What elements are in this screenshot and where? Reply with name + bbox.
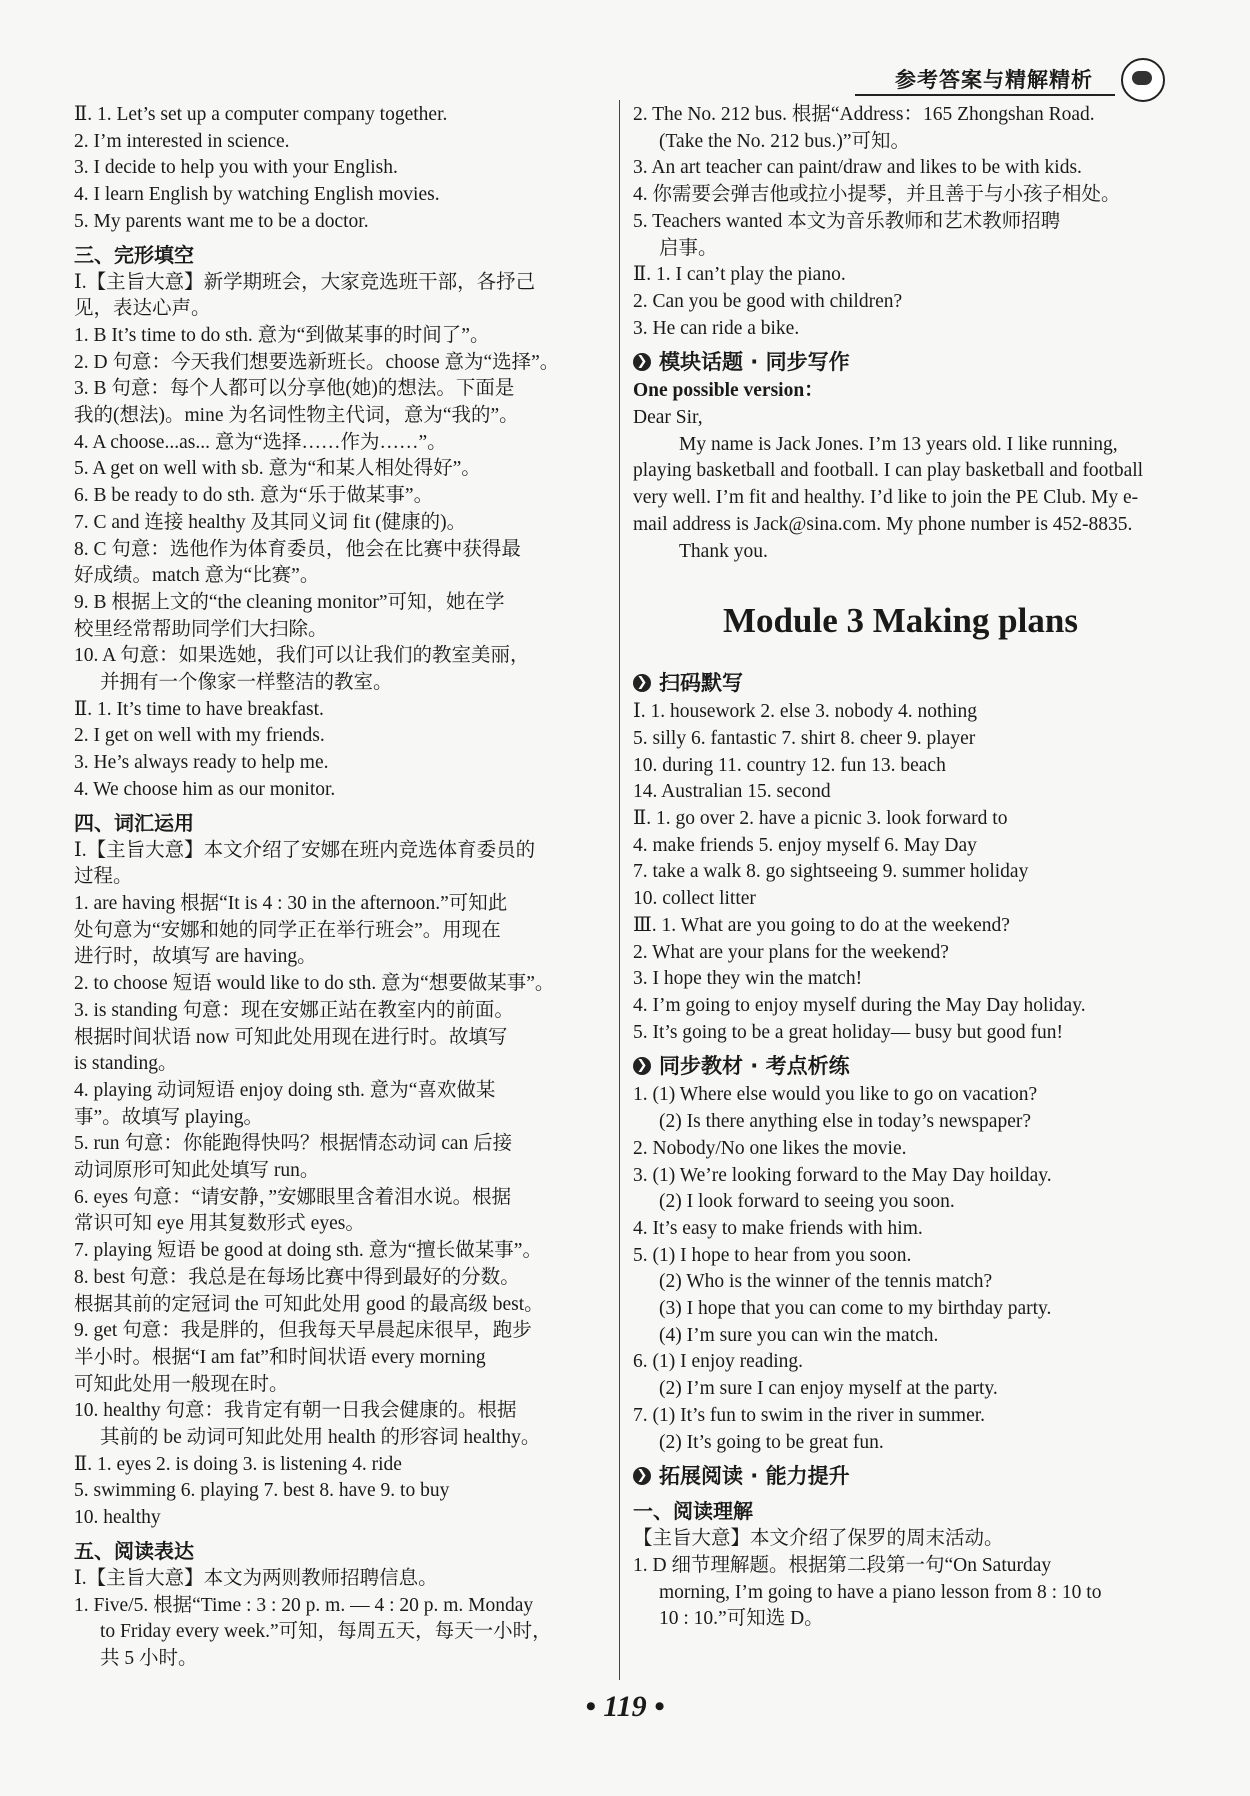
answer-line: 8. best 句意：我总是在每场比赛中得到最好的分数。 [74, 1266, 520, 1288]
section-heading [633, 1050, 1168, 1082]
answer-line: 根据时间状语 now 可知此处用现在进行时。故填写 [74, 1026, 508, 1048]
answer-line: 处句意为“安娜和她的同学正在举行班会”。用现在 [74, 919, 501, 941]
answer-line: 5. silly 6. fantastic 7. shirt 8. cheer 9. player [633, 727, 976, 749]
answer-line: 动词原形可知此处填写 run。 [74, 1160, 320, 1182]
column-divider [619, 100, 620, 1680]
answer-line: 7. playing 短语 be good at doing sth. 意为“擅长做某事”。 [74, 1240, 542, 1262]
answer-line: 校里经常帮助同学们大扫除。 [74, 618, 328, 640]
answer-line: (2) It’s going to be great fun. [659, 1431, 884, 1453]
answer-line: 5. My parents want me to be a doctor. [74, 210, 369, 232]
answer-line: (2) I look forward to seeing you soon. [659, 1191, 955, 1213]
answer-line: 4. It’s easy to make friends with him. [633, 1217, 923, 1239]
answer-line: 3. An art teacher can paint/draw and likes to be with kids. [633, 157, 1082, 179]
answer-line: 6. (1) I enjoy reading. [633, 1351, 804, 1373]
answer-line: 4. make friends 5. enjoy myself 6. May Day [633, 834, 977, 856]
answer-line: 4. 你需要会弹吉他或拉小提琴，并且善于与小孩子相处。 [633, 184, 1121, 206]
answer-line: to Friday every week.”可知，每周五天，每天一小时， [100, 1621, 552, 1643]
module-title: Module 3 Making plans [723, 601, 1078, 641]
answer-line: 3. I decide to help you with your English. [74, 157, 398, 179]
answer-line: 7. C and 连接 healthy 及其同义词 fit (健康的)。 [74, 511, 467, 533]
answer-line: 1. D 细节理解题。根据第二段第一句“On Saturday [633, 1554, 1052, 1576]
left-column [74, 102, 604, 1673]
answer-line: 事”。故填写 playing。 [74, 1106, 264, 1128]
page-header [855, 58, 1165, 102]
answer-line: 半小时。根据“I am fat”和时间状语 every morning [74, 1346, 486, 1368]
answer-line: 2. Nobody/No one likes the movie. [633, 1137, 907, 1159]
section-heading [633, 346, 1168, 378]
answer-line: 1. B It’s time to do sth. 意为“到做某事的时间了”。 [74, 324, 490, 346]
answer-line: 1. Five/5. 根据“Time : 3 : 20 p. m. — 4 : 20 p. m. Monday [74, 1594, 534, 1616]
answer-line: Ⅰ. 1. housework 2. else 3. nobody 4. nothing [633, 701, 978, 723]
answer-line: 并拥有一个像家一样整洁的教室。 [100, 672, 393, 694]
answer-line: 14. Australian 15. second [633, 781, 831, 803]
arrow-circle-icon: ❯ [633, 1057, 651, 1075]
answer-line: 3. is standing 句意：现在安娜正站在教室内的前面。 [74, 999, 514, 1021]
answer-line: Ⅰ.【主旨大意】本文为两则教师招聘信息。 [74, 1567, 438, 1589]
answer-line: 10. A 句意：如果选她，我们可以让我们的教室美丽， [74, 645, 530, 667]
answer-line: 8. C 句意：选他作为体育委员，他会在比赛中获得最 [74, 538, 521, 560]
answer-line: Ⅱ. 1. go over 2. have a picnic 3. look forward to [633, 808, 1008, 830]
answer-line: 3. I hope they win the match! [633, 968, 863, 990]
answer-line: 5. Teachers wanted 本文为音乐教师和艺术教师招聘 [633, 210, 1061, 232]
answer-line: 10. healthy [74, 1507, 161, 1529]
answer-line: 9. B 根据上文的“the cleaning monitor”可知，她在学 [74, 591, 505, 613]
answer-line: 1. (1) Where else would you like to go on vacation? [633, 1084, 1038, 1106]
section-heading: 四、词汇运用 [74, 810, 194, 835]
answer-line: 4. I learn English by watching English movies. [74, 184, 440, 206]
answer-line: 3. (1) We’re looking forward to the May Day hoilday. [633, 1164, 1052, 1186]
answer-line: 见，表达心声。 [74, 298, 211, 320]
answer-line: Dear Sir, [633, 407, 703, 429]
section-heading [633, 1460, 1168, 1492]
arrow-circle-icon: ❯ [633, 353, 651, 371]
section-heading: 五、阅读表达 [74, 1538, 194, 1563]
answer-line: 2. The No. 212 bus. 根据“Address：165 Zhongshan Road. [633, 104, 1095, 125]
answer-line: 3. B 句意：每个人都可以分享他(她)的想法。下面是 [74, 378, 515, 400]
answer-line: 5. (1) I hope to hear from you soon. [633, 1244, 912, 1266]
right-column [633, 102, 1168, 1633]
answer-line: 5. swimming 6. playing 7. best 8. have 9. to buy [74, 1480, 450, 1502]
answer-line: Ⅰ.【主旨大意】本文介绍了安娜在班内竞选体育委员的 [74, 839, 536, 861]
section-heading-text: 同步教材 · 考点析练 [659, 1054, 850, 1079]
section-heading-text: 模块话题 · 同步写作 [659, 350, 850, 375]
answer-line: Ⅰ.【主旨大意】新学期班会，大家竞选班干部，各抒己 [74, 271, 536, 293]
arrow-circle-icon: ❯ [633, 1467, 651, 1485]
answer-line: 3. He’s always ready to help me. [74, 752, 329, 774]
answer-line: 常识可知 eye 用其复数形式 eyes。 [74, 1213, 365, 1235]
answer-line: 4. I’m going to enjoy myself during the May Day holiday. [633, 994, 1086, 1016]
answer-line: 我的(想法)。mine 为名词性物主代词，意为“我的”。 [74, 405, 519, 427]
sample-paragraph: My name is Jack Jones. I’m 13 years old. I like running, playing basketball and football. I can play basketball and football very well. I’m fit and healthy. I’d like to join the PE Club. My e-mail address is Jack@sina.com. My phone number is 452-8835. [633, 433, 1144, 535]
answer-line: is standing。 [74, 1053, 178, 1075]
answer-line: Ⅱ. 1. I can’t play the piano. [633, 264, 846, 286]
answer-line: 6. eyes 句意：“请安静，”安娜眼里含着泪水说。根据 [74, 1186, 512, 1208]
arrow-circle-icon: ❯ [633, 674, 651, 692]
answer-line: (2) Who is the winner of the tennis match? [659, 1271, 993, 1293]
answer-line: 4. playing 动词短语 enjoy doing sth. 意为“喜欢做某 [74, 1079, 496, 1101]
section-heading-text: 扫码默写 [659, 671, 743, 696]
answer-line: 可知此处用一般现在时。 [74, 1373, 289, 1395]
answer-line: 10 : 10.”可知选 D。 [659, 1608, 824, 1630]
answer-line: Ⅱ. 1. eyes 2. is doing 3. is listening 4. ride [74, 1453, 402, 1475]
section-heading: 三、完形填空 [74, 242, 194, 267]
answer-line: 其前的 be 动词可知此处用 health 的形容词 healthy。 [100, 1427, 541, 1449]
answer-line: 5. run 句意：你能跑得快吗？根据情态动词 can 后接 [74, 1133, 513, 1155]
sample-paragraph: Thank you. [679, 540, 768, 562]
header-title: 参考答案与精解精析 [895, 68, 1093, 92]
answer-line: 7. (1) It’s fun to swim in the river in summer. [633, 1404, 986, 1426]
answer-line: 3. He can ride a bike. [633, 317, 800, 339]
answer-line: 10. collect litter [633, 888, 756, 910]
answer-line: (4) I’m sure you can win the match. [659, 1324, 939, 1346]
answer-line: 5. A get on well with sb. 意为“和某人相处得好”。 [74, 458, 481, 480]
speech-bubble-icon [1121, 58, 1165, 102]
answer-line: 2. What are your plans for the weekend? [633, 941, 949, 963]
answer-line: 启事。 [659, 237, 718, 259]
answer-line: 9. get 句意：我是胖的，但我每天早晨起床很早，跑步 [74, 1320, 532, 1342]
answer-line: 7. take a walk 8. go sightseeing 9. summer holiday [633, 861, 1029, 883]
answer-line: (2) Is there anything else in today’s newspaper? [659, 1111, 1032, 1133]
answer-line: 1. are having 根据“It is 4 : 30 in the afternoon.”可知此 [74, 892, 508, 914]
section-heading [633, 667, 1168, 699]
answer-line: 过程。 [74, 866, 133, 888]
answer-line: (3) I hope that you can come to my birthday party. [659, 1298, 1052, 1320]
answer-line: 2. I’m interested in science. [74, 130, 290, 152]
answer-line: 10. healthy 句意：我肯定有朝一日我会健康的。根据 [74, 1400, 517, 1422]
answer-line: 2. D 句意：今天我们想要选新班长。choose 意为“选择”。 [74, 351, 560, 373]
answer-line: Ⅱ. 1. Let’s set up a computer company together. [74, 104, 448, 125]
answer-line: 2. Can you be good with children? [633, 290, 903, 312]
sample-label: One possible version： [633, 380, 824, 402]
section-heading-text: 拓展阅读 · 能力提升 [659, 1464, 850, 1489]
answer-line: Ⅲ. 1. What are you going to do at the weekend? [633, 914, 1010, 936]
answer-line: 4. A choose...as... 意为“选择……作为……”。 [74, 431, 447, 453]
answer-line: 10. during 11. country 12. fun 13. beach [633, 754, 946, 776]
page-number: • 119 • [585, 1690, 665, 1723]
answer-line: 5. It’s going to be a great holiday— busy but good fun! [633, 1021, 1064, 1043]
section-heading: 一、阅读理解 [633, 1499, 753, 1524]
answer-line: 好成绩。match 意为“比赛”。 [74, 565, 320, 587]
answer-line: 进行时，故填写 are having。 [74, 946, 317, 968]
answer-line: (2) I’m sure I can enjoy myself at the party. [659, 1378, 998, 1400]
answer-line: 2. to choose 短语 would like to do sth. 意为“想要做某事”。 [74, 973, 555, 995]
header-rule [855, 94, 1115, 96]
answer-line: 【主旨大意】本文介绍了保罗的周末活动。 [633, 1528, 1004, 1550]
answer-line: morning, I’m going to have a piano lesson from 8 : 10 to [659, 1581, 1102, 1603]
answer-line: 根据其前的定冠词 the 可知此处用 good 的最高级 best。 [74, 1293, 544, 1315]
answer-line: 6. B be ready to do sth. 意为“乐于做某事”。 [74, 485, 434, 507]
answer-line: 2. I get on well with my friends. [74, 725, 325, 747]
answer-line: 4. We choose him as our monitor. [74, 778, 336, 800]
answer-line: (Take the No. 212 bus.)”可知。 [659, 130, 910, 152]
answer-line: Ⅱ. 1. It’s time to have breakfast. [74, 698, 324, 720]
answer-line: 共 5 小时。 [100, 1647, 198, 1669]
